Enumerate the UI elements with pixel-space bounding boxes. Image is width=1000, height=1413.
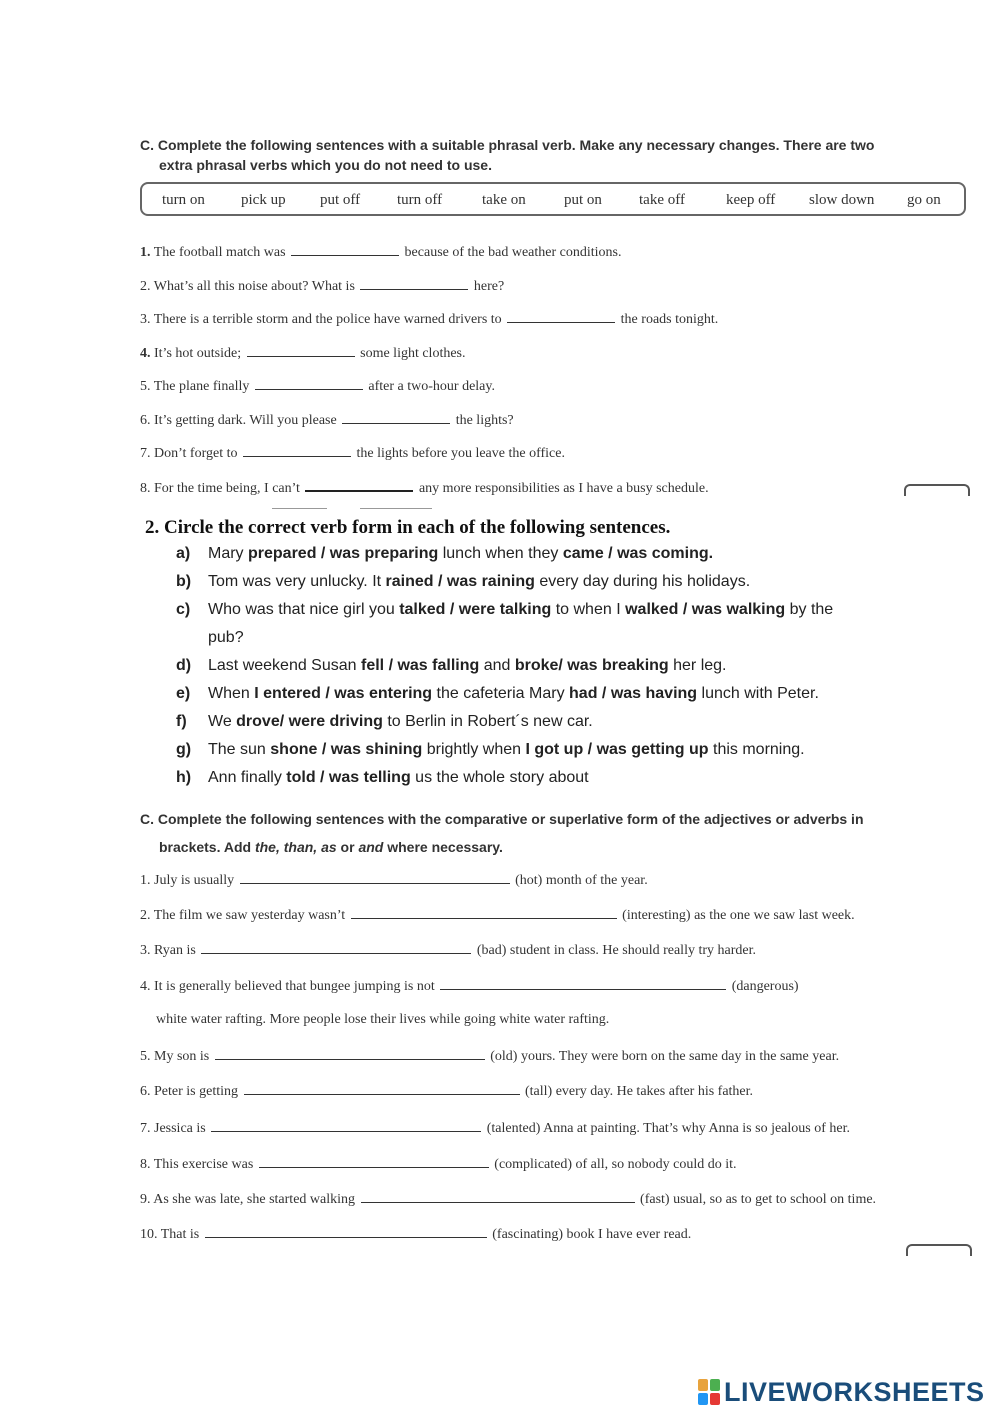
verb-choice[interactable]: prepared / was preparing: [248, 545, 439, 562]
brand-text: LIVEWORKSHEETS: [724, 1376, 985, 1407]
verb-choice[interactable]: shone / was shining: [270, 741, 423, 758]
liveworksheets-logo-icon: [698, 1379, 720, 1405]
s1-item-4: 4. It’s hot outside; some light clothes.: [140, 346, 466, 361]
item-letter: h): [176, 769, 192, 786]
section2-heading: 2. Circle the correct verb form in each of the following sentences.: [145, 517, 671, 538]
word-bank-item: slow down: [809, 192, 875, 208]
verb-choice[interactable]: came / was coming.: [562, 545, 714, 562]
s3-item-3: 3. Ryan is (bad) student in class. He should really try harder.: [140, 943, 756, 958]
s3-item-2: 2. The film we saw yesterday wasn’t (interesting) as the one we saw last week.: [140, 908, 855, 923]
sentence-text: this morning.: [708, 741, 805, 758]
s3-item-8: 8. This exercise was (complicated) of all, so nobody could do it.: [140, 1157, 737, 1172]
sentence-text: lunch when they: [438, 545, 563, 562]
sentence-text: to Berlin in Robert´s new car.: [382, 713, 593, 730]
sentence-text: every day during his holidays.: [534, 573, 751, 590]
sentence-text: We: [208, 713, 237, 730]
answer-blank[interactable]: [243, 444, 351, 457]
s1-item-7: 7. Don’t forget to the lights before you leave the office.: [140, 446, 565, 461]
sentence-text: to when I: [551, 601, 626, 618]
s1-item-5: 5. The plane finally after a two-hour delay.: [140, 379, 495, 394]
answer-blank[interactable]: [291, 243, 399, 256]
verb-choice[interactable]: I got up / was getting up: [525, 741, 709, 758]
verb-choice[interactable]: walked / was walking: [625, 601, 786, 618]
word-bank-item: put off: [320, 192, 361, 208]
sentence-text: the cafeteria Mary: [432, 685, 570, 702]
sentence-text: Tom was very unlucky. It: [208, 573, 386, 590]
answer-blank[interactable]: [259, 1155, 489, 1168]
sentence-text: Last weekend Susan: [208, 657, 361, 674]
word-bank-item: keep off: [726, 192, 776, 208]
answer-blank[interactable]: [211, 1119, 481, 1132]
verb-choice[interactable]: broke/ was breaking: [514, 657, 669, 674]
sentence-text: lunch with Peter.: [697, 685, 819, 702]
sentence-text: Ann finally: [208, 769, 287, 786]
s1-item-2: 2. What’s all this noise about? What is here?: [140, 279, 505, 294]
answer-blank[interactable]: [342, 411, 450, 424]
s1-item-8: 8. For the time being, I can’t any more responsibilities as I have a busy schedule.: [140, 478, 709, 497]
word-bank-item: turn on: [162, 192, 205, 208]
verb-choice[interactable]: drove/ were driving: [236, 713, 383, 730]
answer-blank[interactable]: [247, 344, 355, 357]
s3-item-10: 10. That is (fascinating) book I have ever read.: [140, 1227, 692, 1242]
item-letter: a): [176, 545, 191, 562]
answer-blank[interactable]: [507, 310, 615, 323]
word-bank-item: turn off: [397, 192, 443, 208]
cut-line: [272, 508, 327, 509]
answer-blank[interactable]: [201, 941, 471, 954]
item-letter: e): [176, 685, 191, 702]
sentence-text: her leg.: [668, 657, 727, 674]
sentence-text: pub?: [208, 629, 244, 646]
item-letter: g): [176, 741, 192, 758]
answer-blank[interactable]: [351, 906, 617, 919]
verb-choice[interactable]: told / was telling: [286, 769, 411, 786]
s3-item-4-continued: white water rafting. More people lose their lives while going white water rafting.: [156, 1012, 610, 1027]
liveworksheets-brand: [698, 1376, 985, 1408]
section3-heading: C. Complete the following sentences with the comparative or superlative form of the adjectives or adverbs in brackets. Add the, than, as or and where necessary.: [140, 811, 864, 855]
phrasal-verb-word-box: [140, 182, 966, 216]
answer-blank[interactable]: [205, 1225, 487, 1238]
item-letter: b): [176, 573, 192, 590]
item-letter: d): [176, 657, 192, 674]
word-bank-item: put on: [564, 192, 602, 208]
verb-choice[interactable]: I entered / was entering: [254, 685, 433, 702]
cut-line: [360, 508, 432, 509]
score-box: [904, 484, 970, 496]
sentence-text: The sun: [208, 741, 271, 758]
answer-blank[interactable]: [255, 377, 363, 390]
s1-item-3: 3. There is a terrible storm and the police have warned drivers to the roads tonight.: [140, 312, 719, 327]
score-box: [906, 1244, 972, 1256]
word-bank-item: take on: [482, 192, 526, 208]
verb-choice[interactable]: fell / was falling: [361, 657, 480, 674]
answer-blank[interactable]: [440, 977, 726, 990]
verb-choice[interactable]: rained / was raining: [385, 573, 535, 590]
answer-blank[interactable]: [305, 478, 413, 492]
verb-choice[interactable]: talked / were talking: [399, 601, 552, 618]
verb-choice[interactable]: had / was having: [569, 685, 698, 702]
s3-item-9: 9. As she was late, she started walking (fast) usual, so as to get to school on time.: [140, 1192, 877, 1207]
answer-blank[interactable]: [240, 871, 510, 884]
sentence-text: When: [208, 685, 255, 702]
s3-item-5: 5. My son is (old) yours. They were born on the same day in the same year.: [140, 1049, 840, 1064]
word-bank-item: pick up: [241, 192, 286, 208]
sentence-text: Who was that nice girl you: [208, 601, 400, 618]
sentence-text: Mary: [208, 545, 248, 562]
s1-item-1: 1. The football match was because of the bad weather conditions.: [140, 245, 622, 260]
word-bank-item: go on: [907, 192, 941, 208]
s3-item-1: 1. July is usually (hot) month of the year.: [140, 873, 648, 888]
sentence-text: and: [479, 657, 515, 674]
sentence-text: by the: [785, 601, 834, 618]
s1-item-6: 6. It’s getting dark. Will you please the lights?: [140, 413, 514, 428]
s3-item-4: 4. It is generally believed that bungee jumping is not (dangerous): [140, 979, 799, 994]
word-bank-item: take off: [639, 192, 685, 208]
item-letter: c): [176, 601, 191, 618]
answer-blank[interactable]: [244, 1082, 520, 1095]
sentence-text: us the whole story about: [410, 769, 589, 786]
s3-item-6: 6. Peter is getting (tall) every day. He takes after his father.: [140, 1084, 754, 1099]
answer-blank[interactable]: [360, 277, 468, 290]
s3-item-7: 7. Jessica is (talented) Anna at painting. That’s why Anna is so jealous of her.: [140, 1121, 851, 1136]
answer-blank[interactable]: [215, 1047, 485, 1060]
answer-blank[interactable]: [361, 1190, 635, 1203]
item-letter: f): [176, 713, 187, 730]
section1-heading: C. Complete the following sentences with a suitable phrasal verb. Make any necessary changes. There are two extra phrasal verbs which you do not need to use.: [140, 137, 875, 174]
sentence-text: brightly when: [422, 741, 526, 758]
